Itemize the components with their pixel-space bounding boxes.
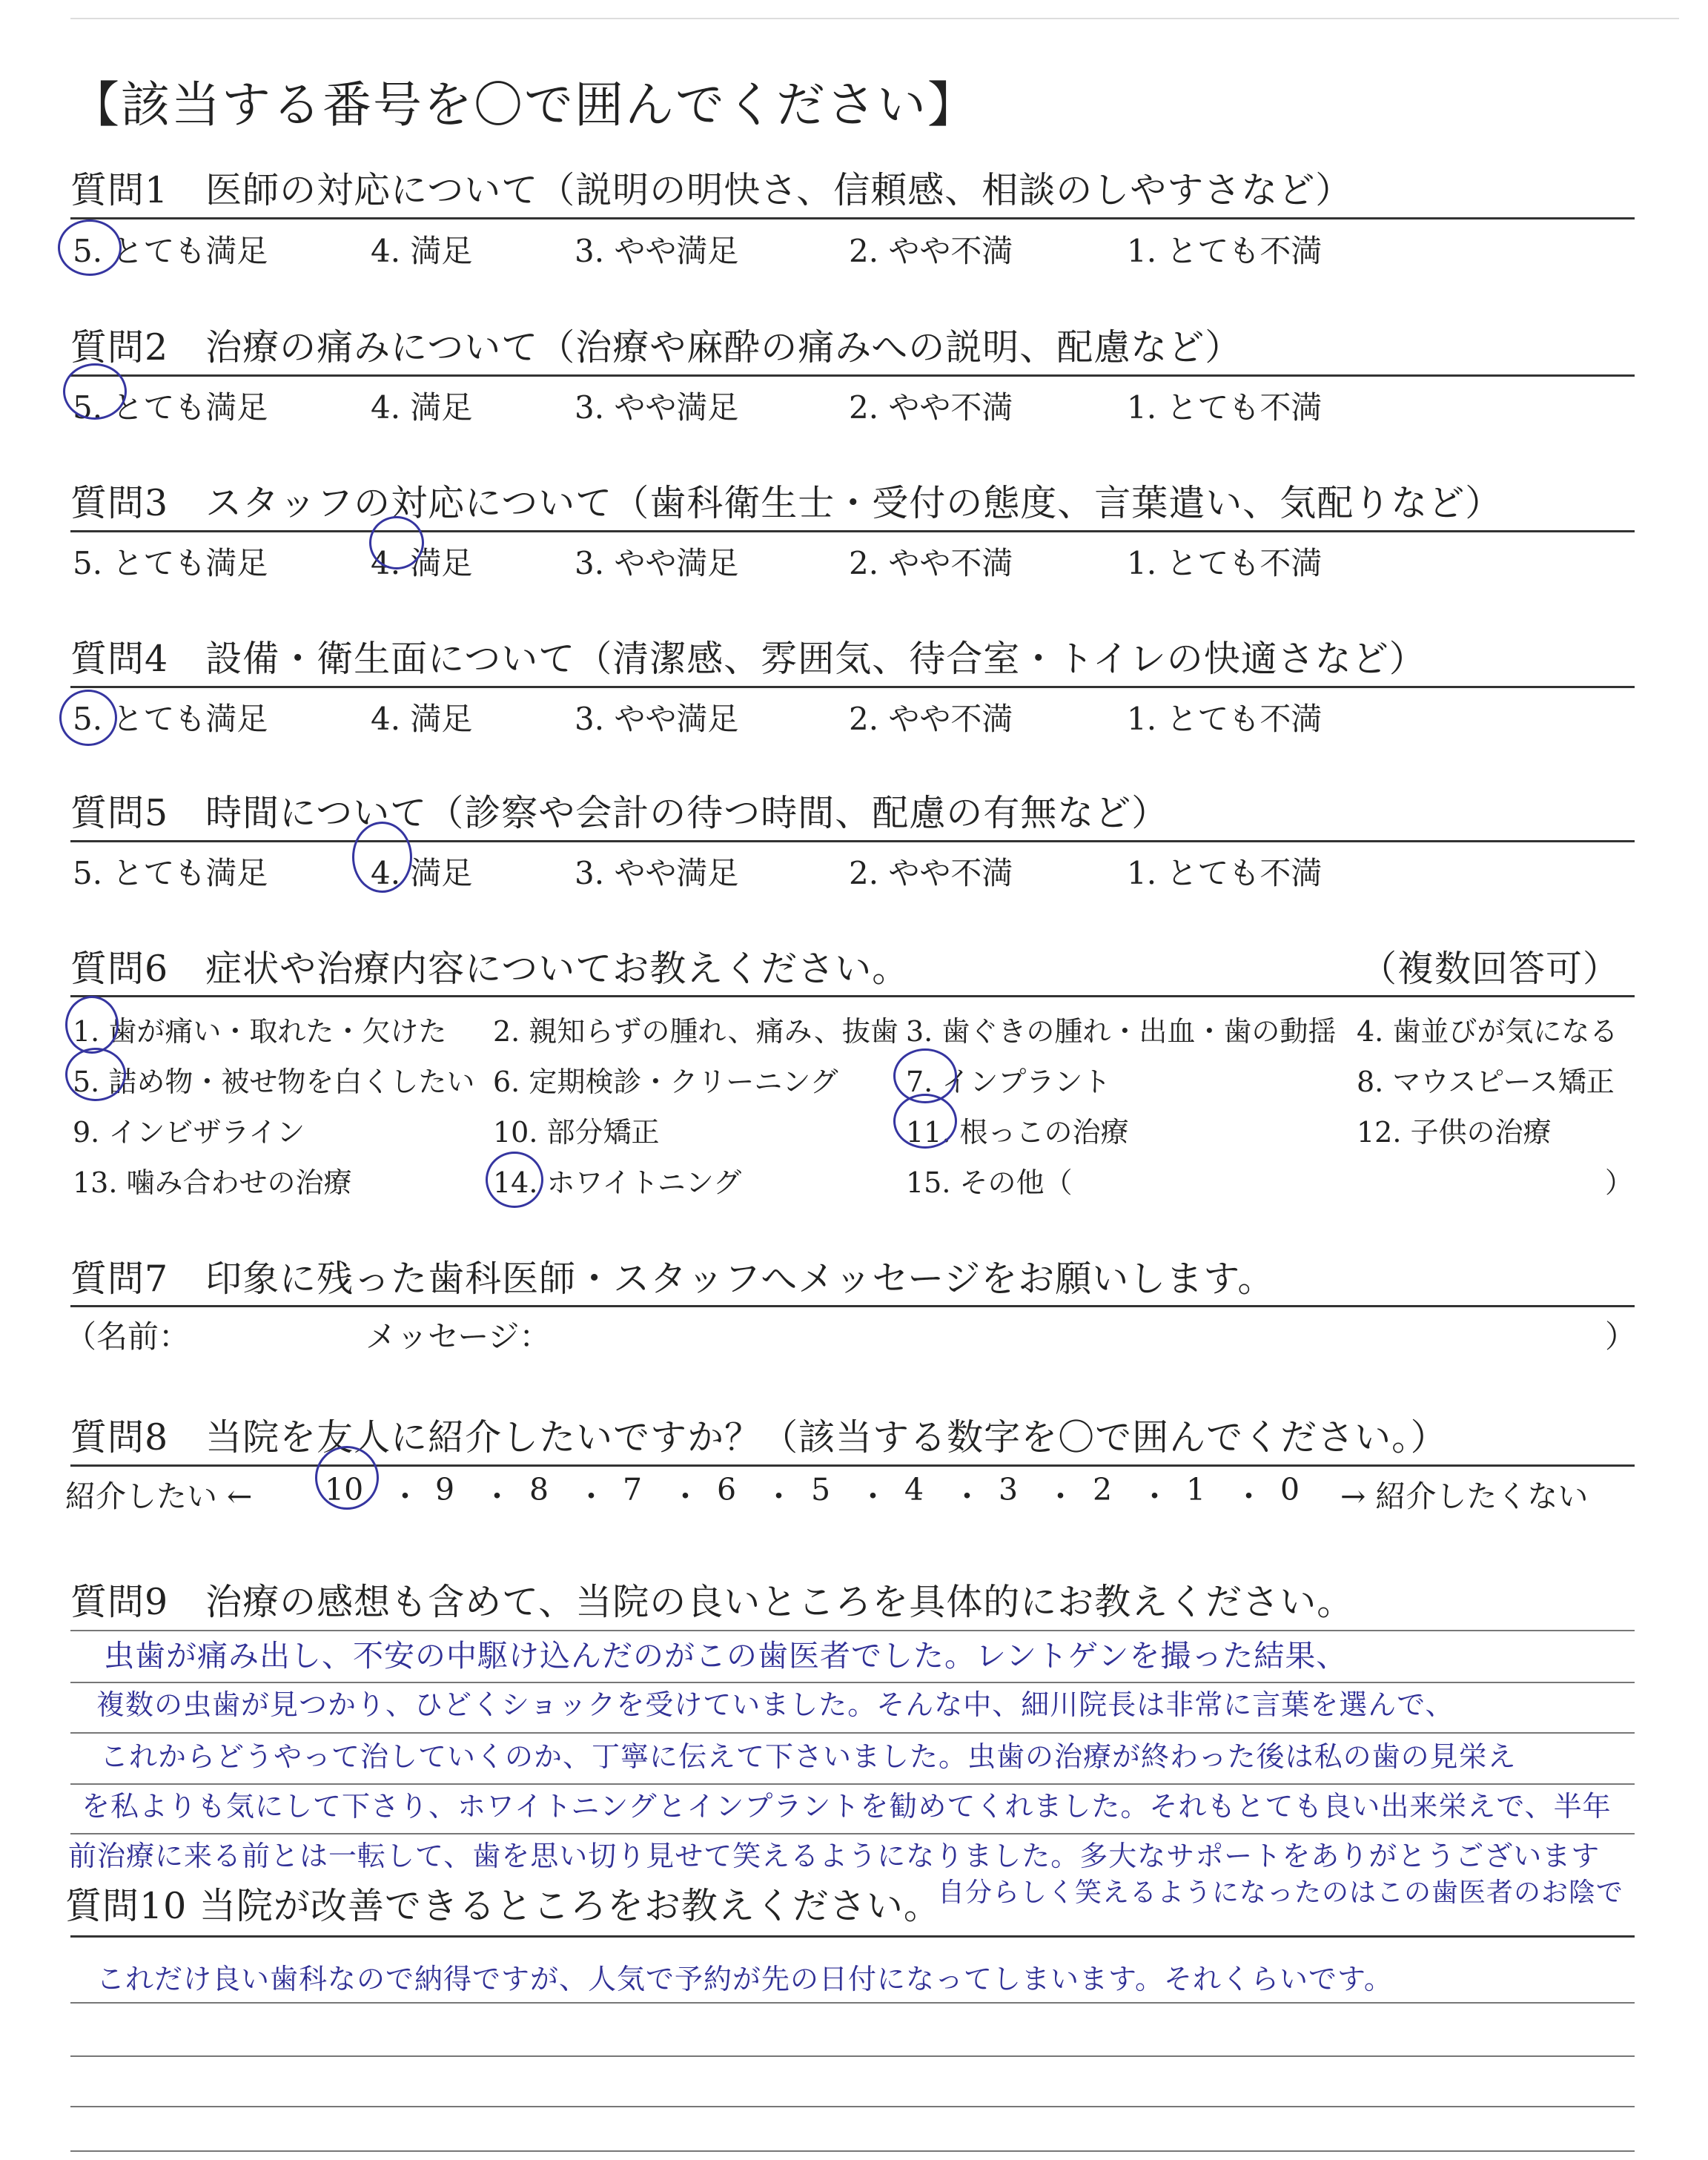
question-5-rule <box>70 840 1635 842</box>
q8-score-3[interactable]: 3 <box>999 1472 1019 1507</box>
q6-option-7[interactable]: 7. インプラント <box>906 1066 1111 1098</box>
q8-sep: ・ <box>764 1479 794 1514</box>
q3-option-2[interactable]: 2. やや不満 <box>849 545 1013 581</box>
q6-answer-circle-5 <box>65 1048 126 1101</box>
q6-option-5[interactable]: 5. 詰め物・被せ物を白くしたい <box>73 1066 475 1098</box>
q6-option-15-close: ） <box>1605 1166 1634 1199</box>
question-7-rule <box>70 1305 1635 1307</box>
q8-score-1[interactable]: 1 <box>1186 1472 1206 1507</box>
q3-option-4[interactable]: 4. 満足 <box>371 545 473 581</box>
question-1-title: 質問1 医師の対応について（説明の明快さ、信頼感、相談のしやすさなど） <box>70 169 1353 211</box>
q9-answer-line-6: 自分らしく笑えるようになったのはこの歯医者のお陰で <box>938 1877 1624 1908</box>
question-6-note: （複数回答可） <box>1360 948 1621 990</box>
q8-score-5[interactable]: 5 <box>811 1472 831 1507</box>
q6-answer-circle-14 <box>486 1152 543 1208</box>
q1-option-5[interactable]: 5. とても満足 <box>73 233 268 269</box>
q5-option-3[interactable]: 3. やや満足 <box>575 855 739 891</box>
question-2-rule <box>70 374 1635 377</box>
q4-option-5[interactable]: 5. とても満足 <box>73 701 268 737</box>
question-1-rule <box>70 217 1635 219</box>
question-10-title: 質問10 当院が改善できるところをお教えください。 <box>65 1885 941 1927</box>
q2-answer-circle <box>63 363 127 420</box>
q9-answer-line-5: 前治療に来る前とは一転して、歯を思い切り見せて笑えるようになりました。多大なサポートをありがとうございます <box>68 1840 1601 1872</box>
q5-option-1[interactable]: 1. とても不満 <box>1127 855 1323 891</box>
q3-option-5[interactable]: 5. とても満足 <box>73 545 268 581</box>
q4-answer-circle <box>59 690 117 746</box>
q8-sep: ・ <box>952 1479 982 1514</box>
q2-option-2[interactable]: 2. やや不満 <box>849 389 1013 426</box>
q8-sep: ・ <box>1139 1479 1170 1514</box>
q9-answer-line-3: これからどうやって治していくのか、丁寧に伝えて下さいました。虫歯の治療が終わった後は私の歯の見栄え <box>100 1740 1517 1773</box>
q9-answer-line-4: を私よりも気にして下さり、ホワイトニングとインプラントを勧めてくれました。それもとても良い出来栄えで、半年 <box>82 1790 1612 1823</box>
q3-option-3[interactable]: 3. やや満足 <box>575 545 739 581</box>
q7-name-label[interactable]: （名前： <box>65 1318 191 1355</box>
q7-close-paren: ） <box>1605 1318 1637 1355</box>
q8-answer-circle <box>315 1446 379 1510</box>
q6-option-3[interactable]: 3. 歯ぐきの腫れ・出血・歯の動揺 <box>906 1015 1337 1048</box>
question-8-title: 質問8 当院を友人に紹介したいですか？（該当する数字を〇で囲んでください。） <box>70 1416 1448 1459</box>
q8-score-2[interactable]: 2 <box>1093 1472 1113 1507</box>
question-3-title: 質問3 スタッフの対応について（歯科衛生士・受付の態度、言葉遣い、気配りなど） <box>70 482 1503 524</box>
q6-option-9[interactable]: 9. インビザライン <box>73 1116 305 1149</box>
q3-answer-circle <box>369 516 424 569</box>
q8-score-6[interactable]: 6 <box>717 1472 737 1507</box>
question-7-title: 質問7 印象に残った歯科医師・スタッフへメッセージをお願いします。 <box>70 1258 1275 1300</box>
question-6-title: 質問6 症状や治療内容についてお教えください。 <box>70 948 910 990</box>
question-8-rule <box>70 1464 1635 1467</box>
q1-option-1[interactable]: 1. とても不満 <box>1127 233 1323 269</box>
question-2-title: 質問2 治療の痛みについて（治療や麻酔の痛みへの説明、配慮など） <box>70 326 1242 369</box>
q4-option-2[interactable]: 2. やや不満 <box>849 701 1013 737</box>
q8-sep: ・ <box>1234 1479 1264 1514</box>
q8-sep: ・ <box>1045 1479 1076 1514</box>
question-6-rule <box>70 995 1635 997</box>
q8-score-9[interactable]: 9 <box>435 1472 455 1507</box>
q10-line-3 <box>70 2106 1635 2107</box>
q3-option-1[interactable]: 1. とても不満 <box>1127 545 1323 581</box>
q6-option-13[interactable]: 13. 噛み合わせの治療 <box>73 1166 352 1199</box>
q8-left-label: 紹介したい ← <box>65 1479 253 1514</box>
q10-line-2 <box>70 2055 1635 2057</box>
question-4-rule <box>70 686 1635 688</box>
q2-option-3[interactable]: 3. やや満足 <box>575 389 739 426</box>
q5-option-2[interactable]: 2. やや不満 <box>849 855 1013 891</box>
q5-option-4[interactable]: 4. 満足 <box>371 855 473 891</box>
q10-line-1 <box>70 2002 1635 2004</box>
q2-option-1[interactable]: 1. とても不満 <box>1127 389 1323 426</box>
q5-answer-circle <box>352 822 412 893</box>
q6-option-15[interactable]: 15. その他（ <box>906 1166 1073 1199</box>
q8-sep: ・ <box>670 1479 701 1514</box>
q7-message-label[interactable]: メッセージ： <box>365 1318 551 1355</box>
q6-option-12[interactable]: 12. 子供の治療 <box>1357 1116 1552 1149</box>
q6-answer-circle-11 <box>893 1094 957 1149</box>
q10-line-4 <box>70 2150 1635 2152</box>
q2-option-5[interactable]: 5. とても満足 <box>73 389 268 426</box>
q9-answer-line-1: 虫歯が痛み出し、不安の中駆け込んだのがこの歯医者でした。レントゲンを撮った結果、 <box>104 1638 1348 1674</box>
q8-sep: ・ <box>576 1479 606 1514</box>
q4-option-3[interactable]: 3. やや満足 <box>575 701 739 737</box>
q8-sep: ・ <box>390 1479 420 1514</box>
q1-option-2[interactable]: 2. やや不満 <box>849 233 1013 269</box>
q6-option-10[interactable]: 10. 部分矯正 <box>493 1116 660 1149</box>
q8-score-10[interactable]: 10 <box>325 1472 364 1507</box>
question-4-title: 質問4 設備・衛生面について（清潔感、雰囲気、待合室・トイレの快適さなど） <box>70 638 1426 680</box>
q2-option-4[interactable]: 4. 満足 <box>371 389 473 426</box>
question-5-title: 質問5 時間について（診察や会計の待つ時間、配慮の有無など） <box>70 792 1169 834</box>
q4-option-4[interactable]: 4. 満足 <box>371 701 473 737</box>
q8-score-8[interactable]: 8 <box>529 1472 549 1507</box>
q8-right-label: → 紹介したくない <box>1340 1479 1589 1514</box>
q8-score-7[interactable]: 7 <box>623 1472 643 1507</box>
q9-answer-line-2: 複数の虫歯が見つかり、ひどくショックを受けていました。そんな中、細川院長は非常に言葉を選んで、 <box>96 1688 1454 1721</box>
question-3-rule <box>70 530 1635 532</box>
q8-sep: ・ <box>858 1479 888 1514</box>
question-10-rule <box>70 1935 1635 1938</box>
q4-option-1[interactable]: 1. とても不満 <box>1127 701 1323 737</box>
q10-answer: これだけ良い歯科なので納得ですが、人気で予約が先の日付になってしまいます。それくらいです。 <box>96 1963 1393 1995</box>
q5-option-5[interactable]: 5. とても満足 <box>73 855 268 891</box>
q1-answer-circle <box>58 219 122 276</box>
q6-option-11[interactable]: 11. 根っこの治療 <box>906 1116 1129 1149</box>
q8-sep: ・ <box>482 1479 512 1514</box>
q6-option-1[interactable]: 1. 歯が痛い・取れた・欠けた <box>73 1015 447 1048</box>
top-border <box>70 18 1679 19</box>
q6-option-2[interactable]: 2. 親知らずの腫れ、痛み、抜歯 <box>493 1015 898 1048</box>
q6-option-14[interactable]: 14. ホワイトニング <box>493 1166 742 1199</box>
q6-option-8[interactable]: 8. マウスピース矯正 <box>1357 1066 1615 1098</box>
question-9-title: 質問9 治療の感想も含めて、当院の良いところを具体的にお教えください。 <box>70 1581 1354 1623</box>
q1-option-3[interactable]: 3. やや満足 <box>575 233 739 269</box>
q6-option-6[interactable]: 6. 定期検診・クリーニング <box>493 1066 838 1098</box>
q6-option-4[interactable]: 4. 歯並びが気になる <box>1357 1015 1618 1048</box>
q8-score-0[interactable]: 0 <box>1280 1472 1300 1507</box>
form-title: 【該当する番号を〇で囲んでください】 <box>70 76 978 133</box>
q1-option-4[interactable]: 4. 満足 <box>371 233 473 269</box>
q6-answer-circle-1 <box>65 996 119 1054</box>
q8-score-4[interactable]: 4 <box>904 1472 924 1507</box>
